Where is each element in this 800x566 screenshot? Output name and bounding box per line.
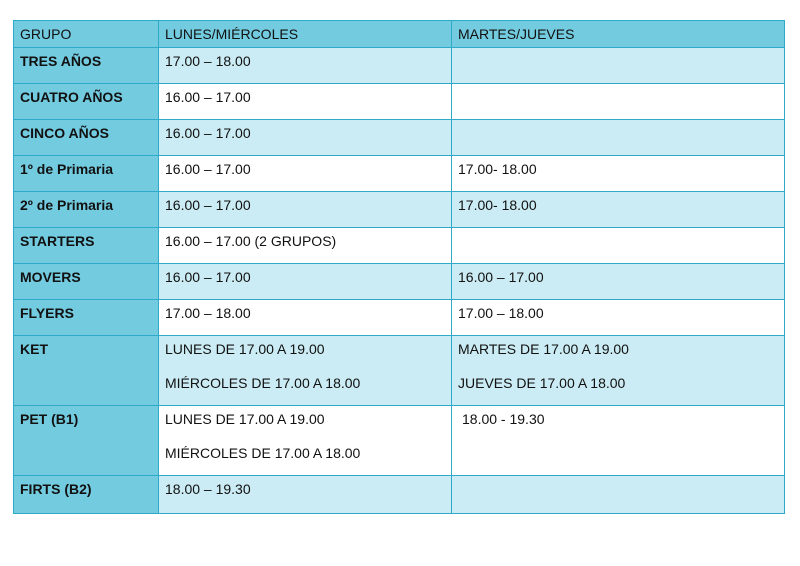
tue-thu-cell xyxy=(452,264,785,300)
header-group: GRUPO xyxy=(14,21,159,48)
table-row xyxy=(14,228,785,264)
schedule-text: 16.00 – 17.00 xyxy=(165,89,251,105)
schedule-text: 17.00- 18.00 xyxy=(458,197,537,213)
schedule-text: LUNES DE 17.00 A 19.00 xyxy=(165,411,325,427)
group-cell: FIRTS (B2) xyxy=(14,476,159,514)
schedule-text: 16.00 – 17.00 (2 GRUPOS) xyxy=(165,233,337,249)
mon-wed-cell xyxy=(159,192,452,228)
tue-thu-cell xyxy=(452,476,785,514)
header-row xyxy=(14,21,785,48)
table-row xyxy=(14,406,785,476)
group-cell: MOVERS xyxy=(14,264,159,300)
mon-wed-cell xyxy=(159,300,452,336)
header-mon-wed: LUNES/MIÉRCOLES xyxy=(159,21,452,48)
mon-wed-cell xyxy=(159,476,452,514)
mon-wed-cell xyxy=(159,84,452,120)
tue-thu-cell xyxy=(452,156,785,192)
schedule-text: 17.00 – 18.00 xyxy=(165,53,251,69)
schedule-table xyxy=(13,20,785,514)
tue-thu-cell xyxy=(452,48,785,84)
table-row xyxy=(14,476,785,514)
schedule-text: 16.00 – 17.00 xyxy=(165,161,251,177)
group-cell: CUATRO AÑOS xyxy=(14,84,159,120)
schedule-text: LUNES DE 17.00 A 19.00 xyxy=(165,341,325,357)
table-row xyxy=(14,156,785,192)
tue-thu-cell xyxy=(452,228,785,264)
table-row xyxy=(14,48,785,84)
mon-wed-cell xyxy=(159,264,452,300)
mon-wed-cell xyxy=(159,406,452,476)
schedule-text: MARTES DE 17.00 A 19.00 xyxy=(458,341,629,357)
mon-wed-cell xyxy=(159,156,452,192)
tue-thu-cell xyxy=(452,120,785,156)
schedule-text: 17.00 – 18.00 xyxy=(165,305,251,321)
tue-thu-cell xyxy=(452,192,785,228)
group-cell: TRES AÑOS xyxy=(14,48,159,84)
schedule-text: 16.00 – 17.00 xyxy=(165,197,251,213)
tue-thu-cell xyxy=(452,406,785,476)
table-row xyxy=(14,84,785,120)
group-cell: STARTERS xyxy=(14,228,159,264)
schedule-text: MIÉRCOLES DE 17.00 A 18.00 xyxy=(165,445,361,461)
table-row xyxy=(14,336,785,406)
schedule-text: MIÉRCOLES DE 17.00 A 18.00 xyxy=(165,375,361,391)
mon-wed-cell xyxy=(159,48,452,84)
schedule-text: 18.00 – 19.30 xyxy=(165,481,251,497)
group-cell: KET xyxy=(14,336,159,406)
table-row xyxy=(14,264,785,300)
schedule-text: 17.00- 18.00 xyxy=(458,161,537,177)
schedule-text: 16.00 – 17.00 xyxy=(165,125,251,141)
tue-thu-cell xyxy=(452,336,785,406)
mon-wed-cell xyxy=(159,120,452,156)
schedule-text: 16.00 – 17.00 xyxy=(458,269,544,285)
group-cell: 2º de Primaria xyxy=(14,192,159,228)
mon-wed-cell xyxy=(159,336,452,406)
group-cell: 1º de Primaria xyxy=(14,156,159,192)
schedule-text: JUEVES DE 17.00 A 18.00 xyxy=(458,375,626,391)
tue-thu-cell xyxy=(452,300,785,336)
schedule-text: 17.00 – 18.00 xyxy=(458,305,544,321)
tue-thu-cell xyxy=(452,84,785,120)
schedule-text: 18.00 - 19.30 xyxy=(462,411,545,427)
header-tue-thu: MARTES/JUEVES xyxy=(452,21,785,48)
group-cell: PET (B1) xyxy=(14,406,159,476)
group-cell: FLYERS xyxy=(14,300,159,336)
schedule-text: 16.00 – 17.00 xyxy=(165,269,251,285)
mon-wed-cell xyxy=(159,228,452,264)
table-row xyxy=(14,192,785,228)
table-row xyxy=(14,300,785,336)
table-row xyxy=(14,120,785,156)
group-cell: CINCO AÑOS xyxy=(14,120,159,156)
